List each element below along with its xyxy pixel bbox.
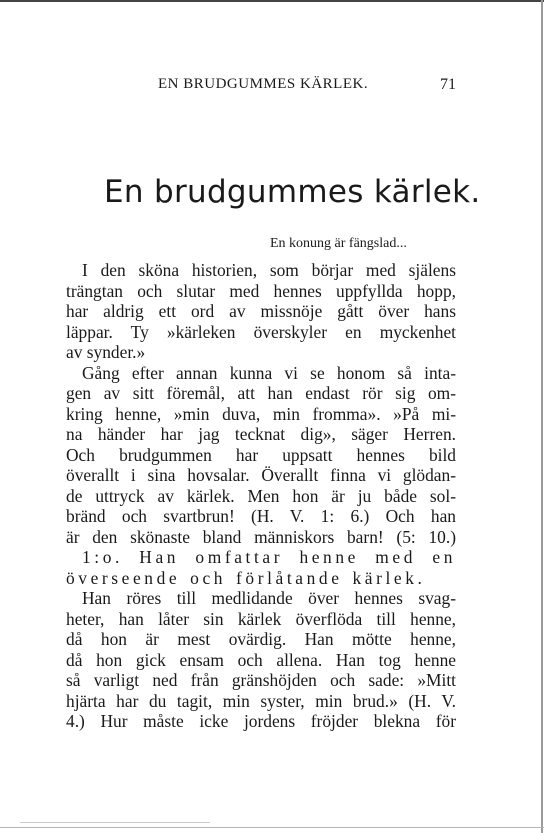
chapter-title: En brudgummes kärlek. — [104, 174, 481, 210]
text-line: hjärta har du tagit, min syster, min brud.» (H. V. — [66, 690, 456, 711]
section-heading-line: 1:o. Han omfattar henne med en — [82, 547, 456, 567]
text-line: då hon gick ensam och allena. Han tog henne — [66, 649, 456, 670]
page-number: 71 — [440, 76, 456, 93]
text-line: de uttryck av kärlek. Men hon är ju både sol- — [66, 485, 456, 506]
right-edge-rule — [541, 0, 543, 833]
text-line: Och brudgummen har uppsatt hennes bild — [66, 444, 456, 465]
text-line: Gång efter annan kunna vi se honom så inta- — [82, 362, 456, 383]
text-line: kring henne, »min duva, min fromma». »På mi- — [66, 403, 456, 424]
bottom-rule-short — [20, 822, 210, 823]
top-rule — [0, 0, 544, 2]
section-heading-line: överseende och förlåtande kärlek. — [66, 567, 426, 588]
text-line: då hon är mest ovärdig. Han mötte henne, — [66, 629, 456, 649]
text-line: gen av sitt föremål, att han endast rör sig om- — [66, 383, 456, 403]
text-line: av synder.» — [66, 342, 146, 362]
text-line: så varligt ned från gränshöjden och sade: »Mitt — [66, 670, 456, 690]
text-line: läppar. Ty »kärleken överskyler en myckenhet — [66, 321, 456, 342]
text-line: bränd och svartbrun! (H. V. 1: 6.) Och han — [66, 506, 456, 526]
running-title: EN BRUDGUMMES KÄRLEK. — [158, 76, 369, 92]
bottom-rule — [0, 827, 544, 828]
epigraph: En konung är fängslad... — [270, 236, 407, 251]
text-line: har aldrig ett ord av missnöje gått över hans — [66, 301, 456, 321]
body-text — [66, 260, 456, 732]
text-line: överallt i sina hovsalar. Överallt finna vi glödan- — [66, 465, 456, 485]
text-line: heter, han låter sin kärlek överflöda till henne, — [66, 608, 456, 629]
text-line: är den skönaste bland människors barn! (5: 10.) — [66, 526, 456, 547]
text-line: I den sköna historien, som börjar med själens — [82, 260, 456, 280]
text-line: 4.) Hur måste icke jordens fröjder blekna för — [66, 711, 456, 731]
text-line: Han röres till medlidande över hennes svag- — [82, 588, 456, 608]
text-line: trängtan och slutar med hennes uppfyllda hopp, — [66, 280, 456, 301]
text-line: na händer har jag tecknat dig», säger Herren. — [66, 424, 456, 444]
